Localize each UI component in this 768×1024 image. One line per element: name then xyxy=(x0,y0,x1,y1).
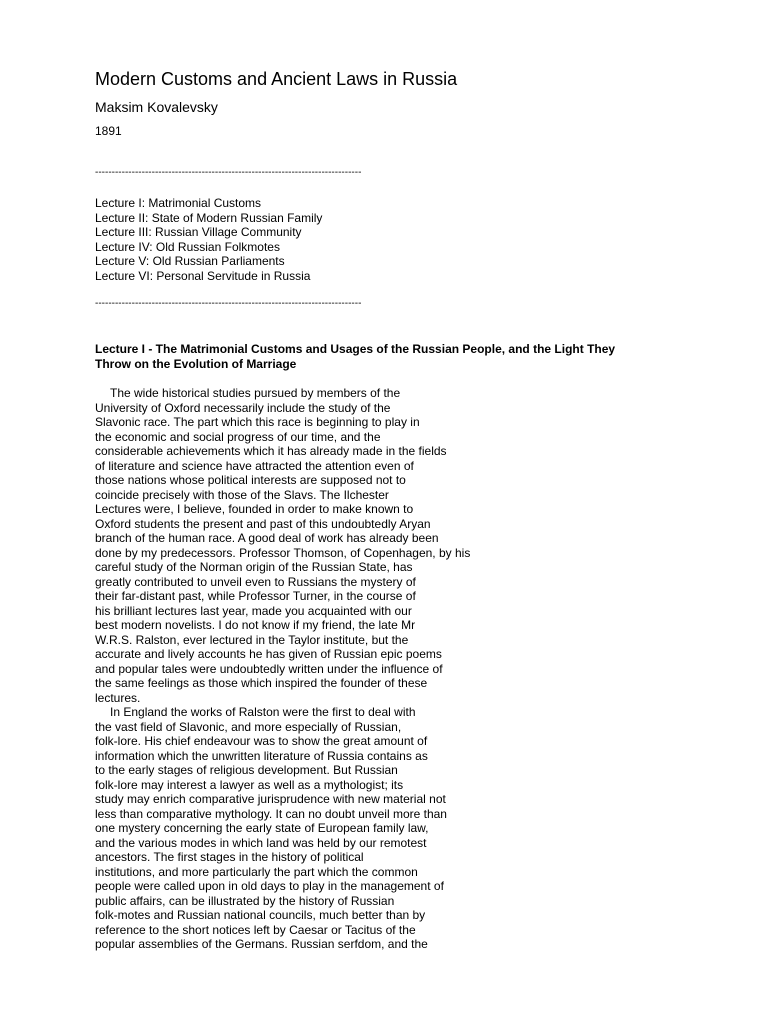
toc-item: Lecture I: Matrimonial Customs xyxy=(95,196,262,210)
body-text-line: the economic and social progress of our time, and the xyxy=(95,429,381,444)
toc-item: Lecture V: Old Russian Parliaments xyxy=(95,254,285,268)
body-text-line: Lectures were, I believe, founded in order to make known to xyxy=(95,502,414,516)
toc-item: Lecture VI: Personal Servitude in Russia xyxy=(95,268,311,283)
body-text-line: one mystery concerning the early state of European family law, xyxy=(95,821,429,835)
lecture-heading xyxy=(95,342,705,372)
body-text-line: their far-distant past, while Professor Turner, in the course of xyxy=(95,589,416,603)
body-text-line: done by my predecessors. Professor Thomson, of Copenhagen, by his xyxy=(95,545,471,560)
body-text-line: the same feelings as those which inspired the founder of these xyxy=(95,676,428,690)
body-text-line: to the early stages of religious development. But Russian xyxy=(95,763,398,777)
divider-rule: -------------------------------------------------------------------------------- xyxy=(95,298,362,309)
body-text-line: and the various modes in which land was held by our remotest xyxy=(95,835,427,850)
body-text-line: those nations whose political interests are supposed not to xyxy=(95,473,406,487)
document-title: Modern Customs and Ancient Laws in Russia xyxy=(95,69,458,89)
body-text-line: coincide precisely with those of the Slavs. The Ilchester xyxy=(95,487,389,502)
body-text-line: branch of the human race. A good deal of work has already been xyxy=(95,531,439,545)
body-text-line: study may enrich comparative jurisprudence with new material not xyxy=(95,792,446,806)
body-text-line: public affairs, can be illustrated by the history of Russian xyxy=(95,893,395,908)
body-text-line: ancestors. The first stages in the history of political xyxy=(95,850,364,864)
lecture-heading-line: Throw on the Evolution of Marriage xyxy=(95,357,297,371)
toc-item: Lecture IV: Old Russian Folkmotes xyxy=(95,239,280,254)
body-text-line: popular assemblies of the Germans. Russian serfdom, and the xyxy=(95,937,428,951)
body-text-line: his brilliant lectures last year, made you acquainted with our xyxy=(95,603,412,618)
body-text-line: Slavonic race. The part which this race is beginning to play in xyxy=(95,415,420,429)
document-author: Maksim Kovalevsky xyxy=(95,99,218,115)
toc-item: Lecture III: Russian Village Community xyxy=(95,225,302,239)
body-text-line: greatly contributed to unveil even to Russians the mystery of xyxy=(95,574,416,589)
body-text-line: folk-lore may interest a lawyer as well as a mythologist; its xyxy=(95,777,404,792)
document-page xyxy=(95,66,735,952)
body-text-line: University of Oxford necessarily include the study of the xyxy=(95,400,391,415)
body-text-line: accurate and lively accounts he has given of Russian epic poems xyxy=(95,647,442,661)
lecture-body-text xyxy=(95,386,735,952)
document-year: 1891 xyxy=(95,124,122,138)
table-of-contents xyxy=(95,196,735,283)
body-text-line: Oxford students the present and past of this undoubtedly Aryan xyxy=(95,516,431,531)
lecture-heading-line: Lecture I - The Matrimonial Customs and Usages of the Russian People, and the Light They xyxy=(95,342,616,356)
body-text-line: of literature and science have attracted the attention even of xyxy=(95,458,414,473)
body-text-line: lectures. xyxy=(95,690,141,705)
body-text-line: best modern novelists. I do not know if my friend, the late Mr xyxy=(95,618,416,632)
body-text-line: folk-lore. His chief endeavour was to show the great amount of xyxy=(95,734,428,748)
body-text-line: and popular tales were undoubtedly written under the influence of xyxy=(95,661,443,676)
body-text-line: people were called upon in old days to play in the management of xyxy=(95,879,444,893)
body-text-line: less than comparative mythology. It can no doubt unveil more than xyxy=(95,806,447,821)
body-text-line: folk-motes and Russian national councils, much better than by xyxy=(95,908,426,922)
body-text-line: The wide historical studies pursued by members of the xyxy=(110,386,401,400)
body-text-line: W.R.S. Ralston, ever lectured in the Taylor institute, but the xyxy=(95,632,409,647)
body-text-line: reference to the short notices left by Caesar or Tacitus of the xyxy=(95,922,416,937)
body-text-line: careful study of the Norman origin of the Russian State, has xyxy=(95,560,413,574)
divider-rule: -------------------------------------------------------------------------------- xyxy=(95,167,362,178)
toc-item: Lecture II: State of Modern Russian Family xyxy=(95,210,323,225)
body-text-line: the vast field of Slavonic, and more especially of Russian, xyxy=(95,719,402,734)
body-text-line: considerable achievements which it has already made in the fields xyxy=(95,444,447,458)
body-text-line: institutions, and more particularly the part which the common xyxy=(95,864,418,879)
body-text-line: In England the works of Ralston were the first to deal with xyxy=(110,705,416,719)
body-text-line: information which the unwritten literature of Russia contains as xyxy=(95,748,428,763)
